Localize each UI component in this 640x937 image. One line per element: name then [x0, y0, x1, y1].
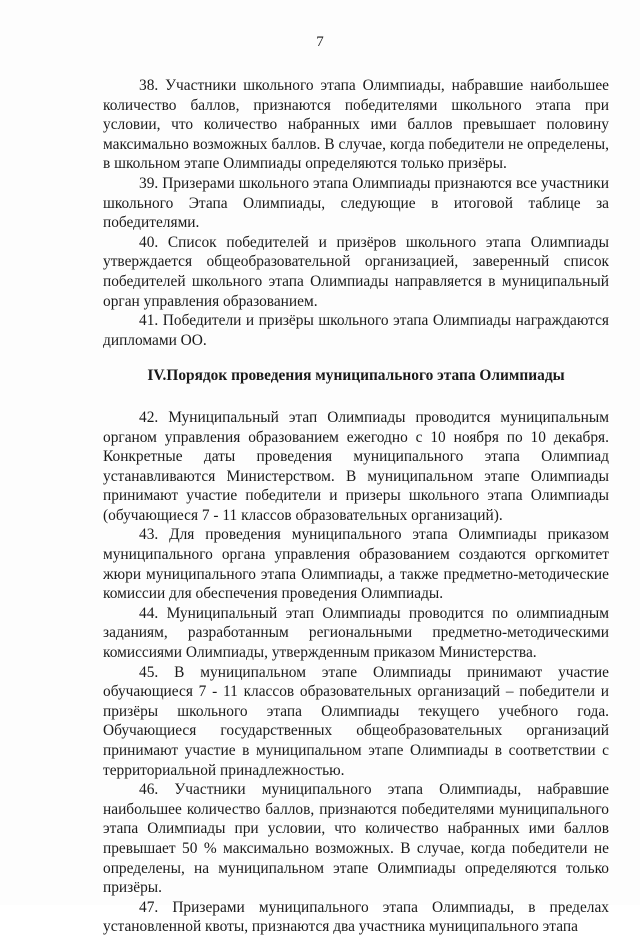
paragraph-42: 42. Муниципальный этап Олимпиады проводится муниципальным органом управления образованием ежегодно с 10 ноября по 10 декабря. Конкретные даты проведения муниципального этапа Олимпиад устанавливаются Министерством. В муниципальном этапе Олимпиады принимают участие победители и призеры школьного этапа Олимпиады (обучающиеся 7 - 11 классов образовательных организаций). — [103, 408, 609, 524]
paragraph-44: 44. Муниципальный этап Олимпиады проводится по олимпиадным заданиям, разработанным региональными предметно-методическими комиссиями Олимпиады, утвержденным приказом Министерства. — [103, 604, 609, 662]
paragraph-41: 41. Победители и призёры школьного этапа Олимпиады награждаются дипломами ОО. — [103, 312, 609, 349]
page-number: 7 — [316, 34, 324, 50]
paragraph-39: 39. Призерами школьного этапа Олимпиады признаются все участники школьного Этапа Олимпиады, следующие в итоговой таблице за победителями. — [103, 174, 609, 232]
section-heading: IV.Порядок проведения муниципального этапа Олимпиады — [147, 367, 565, 385]
paragraph-46: 46. Участники муниципального этапа Олимпиады, набравшие наибольшее количество баллов, признаются победителями муниципального этапа Олимпиады при условии, что количество набранных ими баллов превышает 50 % максимально возможных. В случае, когда победители не определены, на муниципальном этапе Олимпиады определяются только призёры. — [103, 781, 609, 897]
paragraph-47: 47. Призерами муниципального этапа Олимпиады, в пределах установленной квоты, признаются два участника муниципального этапа — [103, 898, 609, 936]
paragraph-43: 43. Для проведения муниципального этапа Олимпиады приказом муниципального органа управления образованием создаются оргкомитет жюри муниципального этапа Олимпиады, а также предметно-методические комиссии для обеспечения проведения Олимпиады. — [103, 526, 609, 603]
document-body — [103, 76, 609, 937]
paragraph-45: 45. В муниципальном этапе Олимпиады принимают участие обучающиеся 7 - 11 классов образовательных организаций – победители и призёры школьного этапа Олимпиады текущего учебного года. Обучающиеся государственных общеобразовательных организаций принимают участие в муниципальном этапе Олимпиады в соответствии с территориальной принадлежностью. — [103, 663, 609, 779]
paragraph-38: 38. Участники школьного этапа Олимпиады, набравшие наибольшее количество баллов, признаются победителями школьного этапа при условии, что количество набранных ими баллов превышает половину максимально возможных баллов. В случае, когда победители не определены, в школьном этапе Олимпиады определяются только призёры. — [103, 77, 609, 173]
paragraph-40: 40. Список победителей и призёров школьного этапа Олимпиады утверждается общеобразовательной организацией, заверенный список победителей школьного этапа Олимпиады направляется в муниципальный орган управления образованием. — [103, 233, 609, 310]
